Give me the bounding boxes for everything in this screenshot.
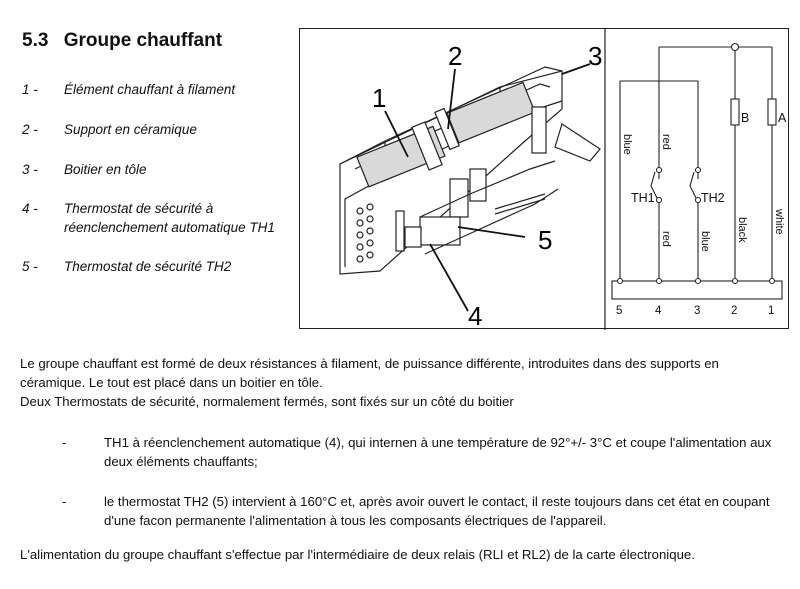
description-text xyxy=(20,354,785,411)
heater-figure xyxy=(299,28,789,329)
paragraph: Deux Thermostats de sécurité, normalement fermés, sont fixés sur un côté du boitier xyxy=(20,394,514,409)
section-title xyxy=(22,30,222,52)
terminal-1: 1 xyxy=(768,305,775,317)
section-number: 5.3 xyxy=(22,30,49,51)
bullet-dash: - xyxy=(62,494,67,509)
wire-label-white: white xyxy=(773,209,785,235)
legend-text: Élément chauffant à filament xyxy=(64,82,236,97)
legend-text: Boitier en tôle xyxy=(64,162,147,177)
legend-text: Support en céramique xyxy=(64,122,197,137)
label-resistor-b: B xyxy=(741,111,750,125)
wire-label-red: red xyxy=(660,231,672,247)
wire-label-black: black xyxy=(736,217,748,243)
callout-5: 5 xyxy=(538,225,553,255)
label-th2: TH2 xyxy=(701,191,725,205)
callout-3: 3 xyxy=(588,41,603,71)
paragraph: Le groupe chauffant est formé de deux résistances à filament, de puissance différente, introduites dans des supports en céramique. Le tout est placé dans un boitier en tôle. xyxy=(20,356,719,390)
label-th1: TH1 xyxy=(631,191,655,205)
wire-label-blue: blue xyxy=(699,231,711,252)
terminal-5: 5 xyxy=(616,305,623,317)
terminal-3: 3 xyxy=(694,305,701,317)
legend-number: 3 - xyxy=(22,162,38,177)
terminal-2: 2 xyxy=(731,305,738,317)
callout-4: 4 xyxy=(468,301,483,330)
legend-text: Thermostat de sécurité à réenclenchement automatique TH1 xyxy=(64,201,275,235)
bullet-dash: - xyxy=(62,435,67,450)
closing-paragraph: L'alimentation du groupe chauffant s'effectue par l'intermédiaire de deux relais (RLI et RL2) de la carte électronique. xyxy=(20,547,695,562)
label-resistor-a: A xyxy=(778,111,787,125)
callout-2: 2 xyxy=(448,41,463,71)
legend-number: 2 - xyxy=(22,122,38,137)
terminal-4: 4 xyxy=(655,305,662,317)
callout-1: 1 xyxy=(372,83,387,113)
bullet-text: le thermostat TH2 (5) intervient à 160°C et, après avoir ouvert le contact, il reste toujours dans cet état en coupant d'une facon permanente l'alimentation à tous les composants électriques de l'appareil. xyxy=(104,494,770,528)
legend-text: Thermostat de sécurité TH2 xyxy=(64,259,232,274)
wire-label-blue: blue xyxy=(621,134,633,155)
section-name: Groupe chauffant xyxy=(63,30,223,51)
legend-number: 1 - xyxy=(22,82,38,97)
legend-number: 5 - xyxy=(22,259,38,274)
legend-number: 4 - xyxy=(22,201,38,216)
wire-label-red: red xyxy=(660,134,672,150)
heater-diagram xyxy=(300,29,790,330)
wiring-schematic xyxy=(612,44,782,300)
bullet-text: TH1 à réenclenchement automatique (4), qui internen à une température de 92°+/- 3°C et coupe l'alimentation aux deux éléments chauffants; xyxy=(104,435,772,469)
